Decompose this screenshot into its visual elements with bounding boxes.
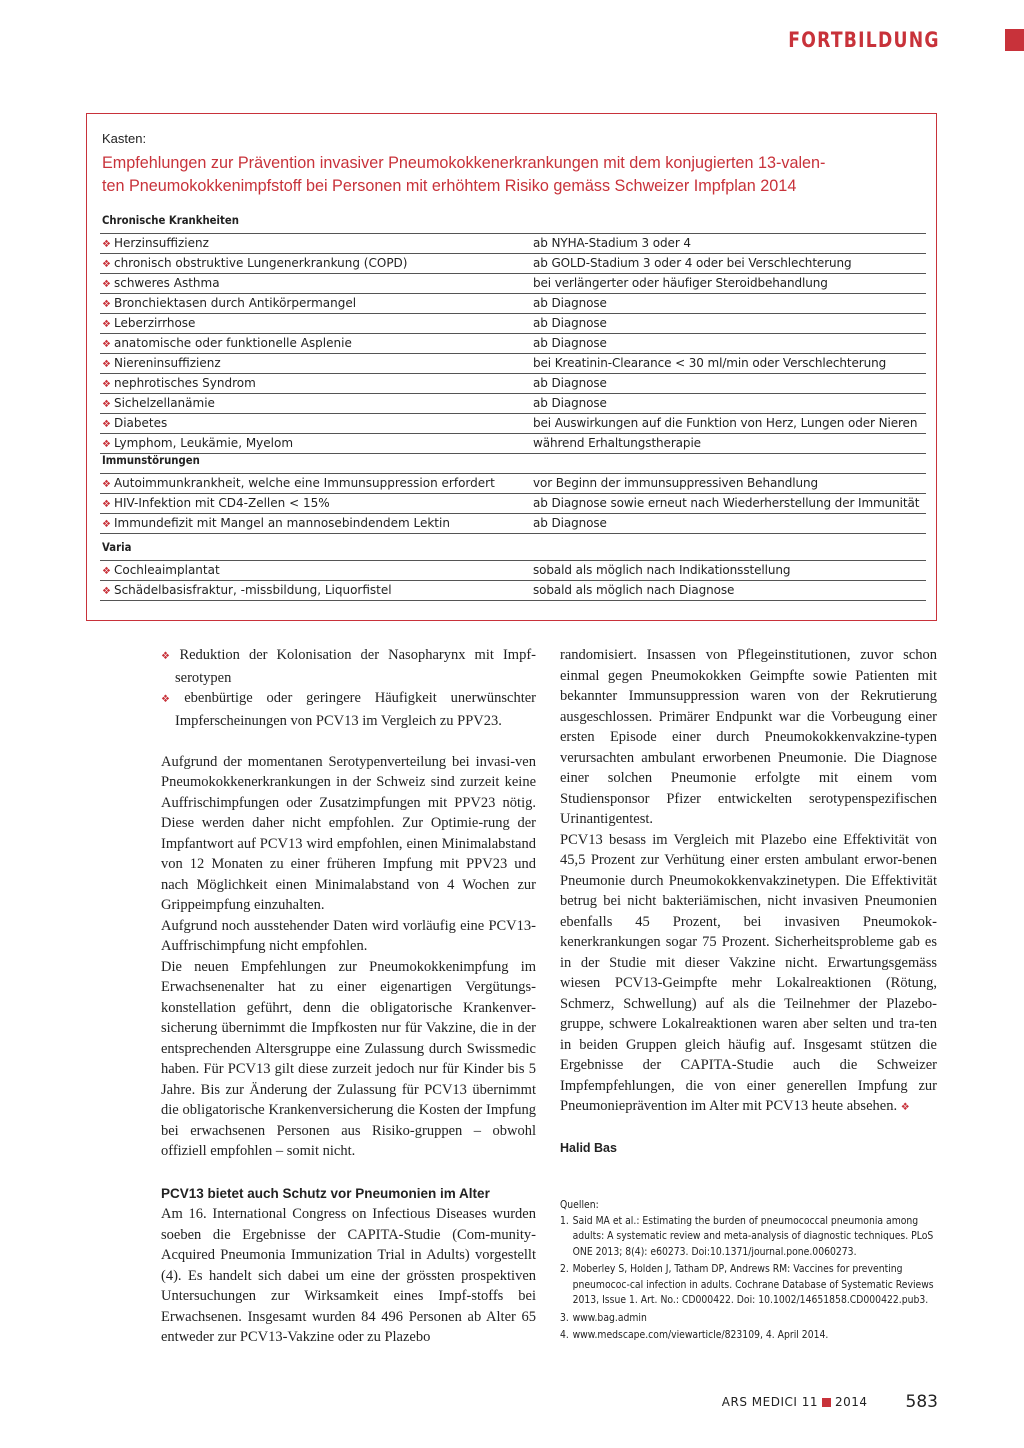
condition-cell: ❖ Bronchiektasen durch Antikörpermangel [102,296,357,310]
reference-item: 4. www.medscape.com/viewarticle/823109, 4. April 2014. [560,1329,829,1341]
recommendation-cell: ab Diagnose sowie erneut nach Wiederherstellung der Immunität [533,496,920,510]
footer-square-icon [822,1398,831,1407]
diamond-bullet-icon: ❖ [102,279,111,290]
condition-cell: ❖ Schädelbasisfraktur, -missbildung, Liquorfistel [102,583,392,597]
box-label: Kasten: [102,131,147,146]
recommendation-cell: sobald als möglich nach Indikationsstellung [533,563,791,577]
condition-cell: ❖ Herzinsuffizienz [102,236,209,250]
table-section-rows [100,473,926,534]
recommendation-cell: ab NYHA-Stadium 3 oder 4 [533,236,691,250]
table-row [100,353,926,373]
diamond-bullet-icon: ❖ [102,299,111,310]
table-row [100,513,926,534]
recommendation-cell: bei Kreatinin-Clearance < 30 ml/min oder Verschlechterung [533,356,887,370]
table-section-heading: Varia [102,540,132,554]
recommendation-cell: sobald als möglich nach Diagnose [533,583,735,597]
recommendation-cell: ab Diagnose [533,516,607,530]
page-footer [722,1392,938,1412]
condition-cell: ❖ Leberzirrhose [102,316,196,330]
diamond-bullet-icon: ❖ [161,694,181,705]
diamond-bullet-icon: ❖ [102,359,111,370]
table-row [100,393,926,413]
list-item: ❖ ebenbürtige oder geringere Häufigkeit unerwünschter Impferscheinungen von PCV13 im Vergleich zu PPV23. [161,690,536,729]
recommendation-cell: ab Diagnose [533,316,607,330]
diamond-bullet-icon: ❖ [102,259,111,270]
recommendation-cell: ab Diagnose [533,296,607,310]
recommendation-cell: bei verlängerter oder häufiger Steroidbehandlung [533,276,828,290]
table-row [100,413,926,433]
journal-name: ARS MEDICI 11 [721,1395,818,1409]
paragraph: Aufgrund noch ausstehender Daten wird vorläufig eine PCV13-Auffrischimpfung nicht empfohlen. [161,917,536,954]
table-row [100,473,926,493]
left-column [161,645,536,1348]
condition-cell: ❖ anatomische oder funktionelle Asplenie [102,336,352,350]
recommendation-cell: vor Beginn der immunsuppressiven Behandlung [533,476,819,490]
journal-year: 2014 [835,1395,868,1409]
page-number: 583 [905,1392,938,1412]
table-row [100,313,926,333]
diamond-bullet-icon: ❖ [102,239,111,250]
diamond-bullet-icon: ❖ [102,319,111,330]
paragraph: Am 16. International Congress on Infectious Diseases wurden soeben die Ergebnisse der CAPITA-Studie (Com-munity-Acquired Pneumonia Immunization Trial in Adults) vorgestellt (4). Es handelt sich dabei um eine der grössten prospektiven Untersuchungen zur Wirksamkeit eines Impf-stoffs bei Erwachsenen. Insgesamt wurden 84 496 Personen ab Alter 65 entweder zur PCV13-Vakzine oder zu Plazebo [161,1206,536,1345]
list-item: ❖ Reduktion der Kolonisation der Nasopharynx mit Impf-serotypen [161,647,536,686]
paragraph: PCV13 besass im Vergleich mit Plazebo eine Effektivität von 45,5 Prozent zur Verhütung einer ersten ambulant erwor-benen Pneumonie durch Pneumokokkenvakzinetypen. Die Effektivität betrug bei nicht bakteriämischen, nicht invasiven Pneumonien ebenfalls 45 Prozent, bei invasiven Pneumokok-kenerkrankungen sogar 75 Prozent. Sicherheitsprobleme gab es in der Studie mit dieser Vakzine nicht. Erwartungsgemäss wiesen PCV13-Geimpfte mehr Lokalreaktionen (Rötung, Schmerz, Schwellung) auf als die Teilnehmer der Plazebo-gruppe, schwere Lokalreaktionen waren aber selten und tra-ten in beiden Gruppen gleich häufig auf. Insgesamt stützen die Ergebnisse der CAPITA-Studie auch die Schweizer Impfempfehlungen, die von einer generellen Impfung zur Pneumonieprävention im Alter mit PCV13 heute absehen. ❖ [560,831,937,1114]
diamond-bullet-icon: ❖ [102,479,111,490]
table-row [100,333,926,353]
table-row [100,493,926,513]
reference-item: 3. www.bag.admin [560,1311,647,1324]
condition-cell: ❖ Cochleaimplantat [102,563,220,577]
section-label: FORTBILDUNG [788,28,940,52]
table-row [100,580,926,601]
condition-cell: ❖ Autoimmunkrankheit, welche eine Immunsuppression erfordert [102,476,495,490]
condition-cell: ❖ Niereninsuffizienz [102,356,221,370]
diamond-bullet-icon: ❖ [161,651,176,662]
box-title-line-2: ten Pneumokokkenimpfstoff bei Personen mit erhöhtem Risiko gemäss Schweizer Impfplan 2014 [102,177,797,195]
condition-cell: ❖ Immundefizit mit Mangel an mannosebindendem Lektin [102,516,450,530]
table-row [100,560,926,580]
reference-item: 2. Moberley S, Holden J, Tatham DP, Andrews RM: Vaccines for preventing pneumococ-cal infection in adults. Cochrane Database of Systematic Reviews 2013, Issue 1. Art. No.: CD000422. Doi: 10.1002/14651858.CD000422.pub3. [560,1263,934,1306]
diamond-bullet-icon: ❖ [102,566,111,577]
condition-cell: ❖ Sichelzellanämie [102,396,215,410]
condition-cell: ❖ HIV-Infektion mit CD4-Zellen < 15% [102,496,330,510]
table-section-heading: Chronische Krankheiten [102,213,239,227]
end-mark-icon: ❖ [900,1102,910,1113]
condition-cell: ❖ Diabetes [102,416,168,430]
recommendation-cell: während Erhaltungstherapie [533,436,701,450]
diamond-bullet-icon: ❖ [102,499,111,510]
section-marker-square [1005,29,1024,51]
right-column [560,645,937,1119]
author: Halid Bas [560,1141,617,1155]
recommendation-cell: bei Auswirkungen auf die Funktion von Herz, Lungen oder Nieren [533,416,918,430]
recommendation-cell: ab GOLD-Stadium 3 oder 4 oder bei Verschlechterung [533,256,852,270]
references-label: Quellen: [560,1199,599,1211]
diamond-bullet-icon: ❖ [102,339,111,350]
table-row [100,253,926,273]
diamond-bullet-icon: ❖ [102,419,111,430]
diamond-bullet-icon: ❖ [102,439,111,450]
box-title [102,152,932,198]
recommendation-cell: ab Diagnose [533,396,607,410]
diamond-bullet-icon: ❖ [102,519,111,530]
condition-cell: ❖ chronisch obstruktive Lungenerkrankung (COPD) [102,256,408,270]
table-row [100,373,926,393]
paragraph: Aufgrund der momentanen Serotypenverteilung bei invasi-ven Pneumokokkenerkrankungen in der Schweiz sind zurzeit keine Auffrischimpfungen oder Zusatzimpfungen mit PPV23 nötig. Diese werden daher nicht empfohlen. Zur Optimie-rung der Impfantwort auf PCV13 wird empfohlen, einen Minimalabstand von 12 Monaten zu einer früheren Impfung mit PPV23 und nach Möglichkeit einen Minimalabstand von 4 Wochen zur Grippeimpfung einzuhalten. [161,753,536,913]
table-section-rows [100,560,926,601]
table-row [100,433,926,454]
box-title-line-1: Empfehlungen zur Prävention invasiver Pneumokokkenerkrankungen mit dem konjugierten 13-valen- [102,154,826,172]
recommendation-cell: ab Diagnose [533,336,607,350]
references [560,1198,938,1346]
subheading: PCV13 bietet auch Schutz vor Pneumonien im Alter [161,1185,490,1201]
condition-cell: ❖ Lymphom, Leukämie, Myelom [102,436,294,450]
recommendation-cell: ab Diagnose [533,376,607,390]
condition-cell: ❖ nephrotisches Syndrom [102,376,256,390]
diamond-bullet-icon: ❖ [102,399,111,410]
diamond-bullet-icon: ❖ [102,586,111,597]
table-row [100,273,926,293]
table-row [100,233,926,253]
table-row [100,293,926,313]
table-section-heading: Immunstörungen [102,453,200,467]
diamond-bullet-icon: ❖ [102,379,111,390]
reference-item: 1. Said MA et al.: Estimating the burden of pneumococcal pneumonia among adults: A systematic review and meta-analysis of diagnostic techniques. PLoS ONE 2013; 8(4): e60273. Doi:10.1371/journal.pone.0060273. [560,1214,934,1258]
condition-cell: ❖ schweres Asthma [102,276,220,290]
paragraph: Die neuen Empfehlungen zur Pneumokokkenimpfung im Erwachsenenalter hat zu einer eigenartigen Vergütungs-konstellation geführt, denn die obligatorische Krankenver-sicherung übernimmt die Impfkosten nur für Vakzine, die in der entsprechenden Altersgruppe eine Zulassung durch Swissmedic haben. Für PCV13 gilt diese zurzeit jedoch nur für Kinder bis 5 Jahre. Bis zur Änderung der Zulassung für PCV13 übernimmt die obligatorische Krankenversicherung die Kosten der Impfung bei erwachsenen Personen aus Risiko-gruppen – obwohl offiziell empfohlen – somit nicht. [161,958,536,1159]
table-section-rows [100,233,926,454]
paragraph: randomisiert. Insassen von Pflegeinstitutionen, zuvor schon einmal gegen Pneumokokken Geimpfte sowie Patienten mit bekannter Immunsuppression waren von der Rekrutierung ausgeschlossen. Primärer Endpunkt war die Vorbeugung einer ersten Episode einer durch Pneumokokkenvakzine-typen verursachten ambulant erworbenen Pneumonie. Die Diagnose einer solchen Pneumonie erfolgte mit einem vom Studiensponsor Pfizer entwickelten serotypenspezifischen Urinantigentest. [560,647,937,827]
